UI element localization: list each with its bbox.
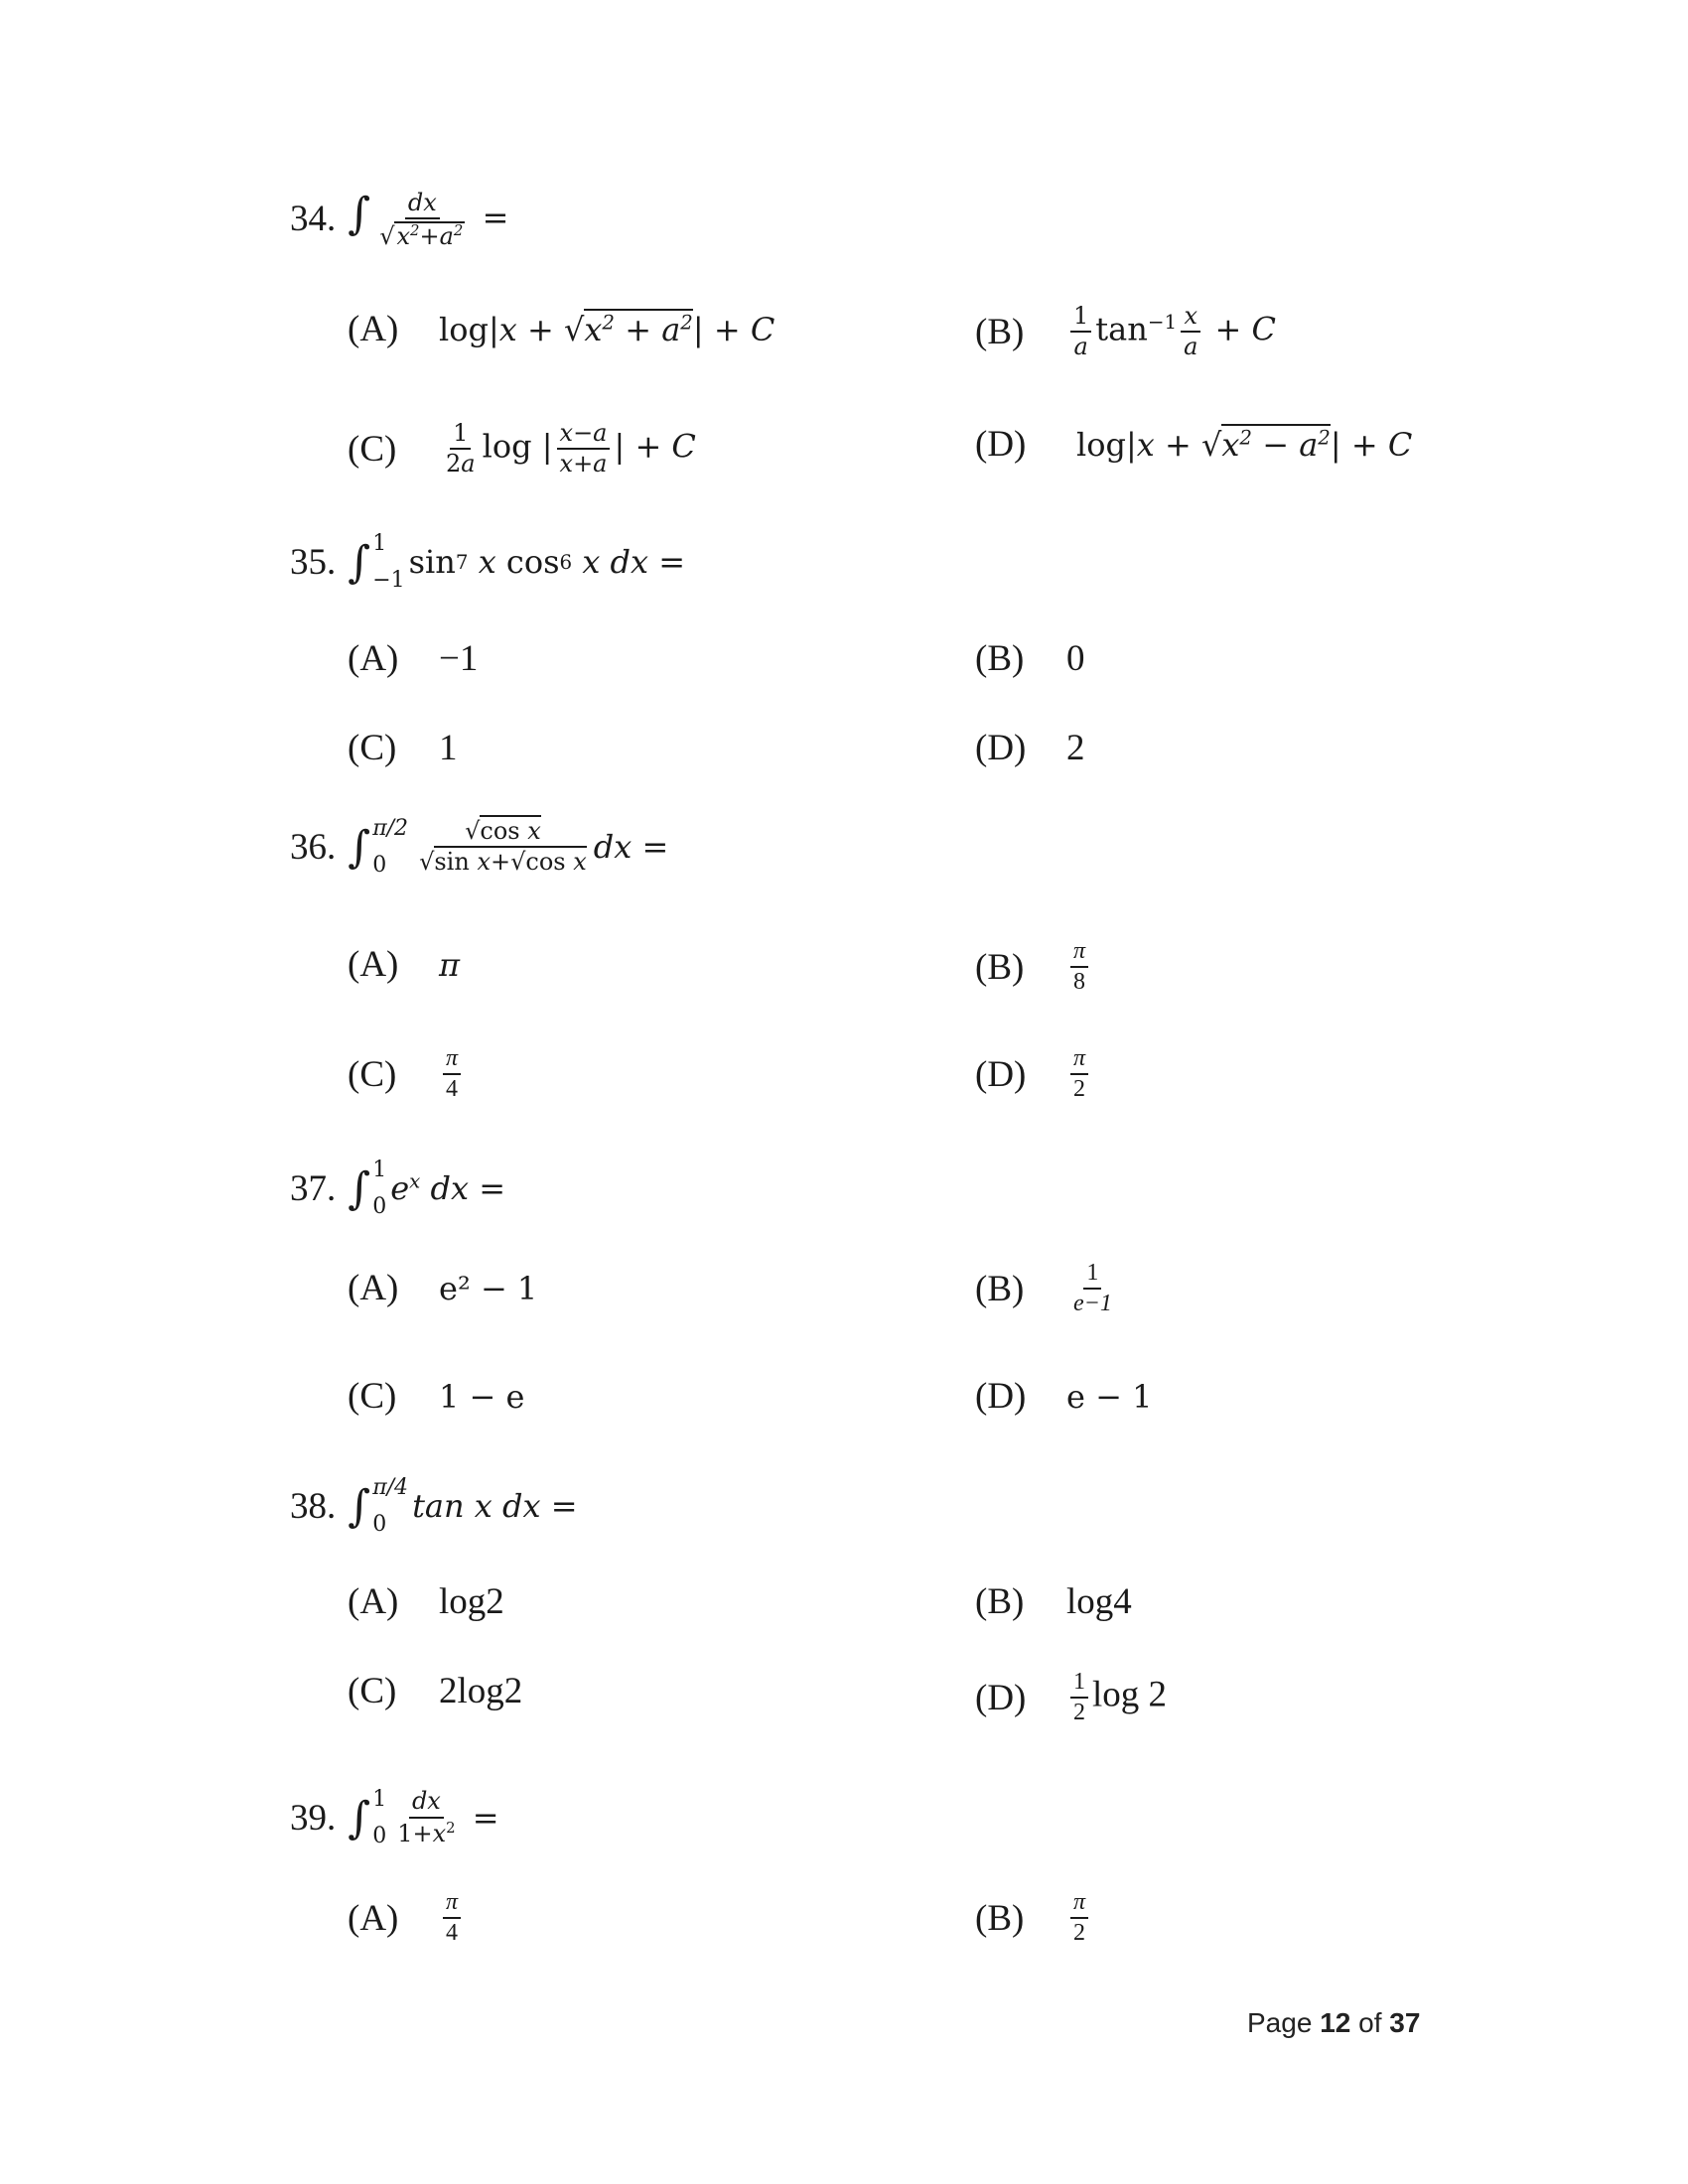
- option-label: (B): [975, 946, 1025, 988]
- current-page-number: 12: [1320, 2007, 1351, 2038]
- option-36-c-fraction: $\frac{\pi}{4}$: [443, 1046, 461, 1102]
- option-37-d[interactable]: [975, 1375, 1152, 1418]
- option-34-b[interactable]: [975, 304, 1276, 359]
- option-37-b-fraction: $\frac{1}{e-1}$: [1073, 1260, 1112, 1317]
- option-36-b[interactable]: [975, 939, 1092, 995]
- question-number: 38.: [290, 1485, 337, 1527]
- option-34-c[interactable]: [348, 421, 696, 477]
- option-37-d-value: e − 1: [1066, 1377, 1153, 1416]
- option-38-d[interactable]: [975, 1670, 1167, 1725]
- option-38-a[interactable]: [348, 1580, 504, 1623]
- option-37-a[interactable]: [348, 1267, 537, 1309]
- option-35-c-value: 1: [439, 728, 458, 768]
- option-35-d[interactable]: [975, 727, 1085, 769]
- option-38-b-value: log4: [1066, 1581, 1132, 1622]
- option-39-b-fraction: $\frac{\pi}{2}$: [1070, 1890, 1088, 1946]
- option-label: (B): [975, 1268, 1025, 1309]
- option-label: (C): [348, 728, 397, 768]
- option-label: (B): [975, 311, 1025, 352]
- question-36: [290, 816, 668, 878]
- question-37: [290, 1158, 505, 1219]
- option-36-a[interactable]: [348, 943, 460, 986]
- question-37-expression: ∫ 1 0 $e^x$ dx =: [348, 1158, 505, 1219]
- question-number: 34.: [290, 199, 337, 240]
- option-34-a-expression: $\log|x + √x^2 + a^2| + C$: [439, 310, 775, 348]
- option-36-c[interactable]: [348, 1046, 465, 1102]
- option-label: (B): [975, 1581, 1025, 1622]
- question-39: [290, 1787, 499, 1848]
- option-36-d[interactable]: [975, 1046, 1092, 1102]
- option-34-a[interactable]: [348, 308, 774, 350]
- question-38: [290, 1475, 578, 1537]
- option-label: (C): [348, 428, 397, 470]
- option-label: (A): [348, 1268, 399, 1308]
- page-footer: [1247, 2007, 1420, 2039]
- question-number: 36.: [290, 826, 337, 868]
- question-36-expression: ∫ π/2 0 $\frac{\text{√cos x}}{\text{√sin x+√cos x}}$ dx =: [348, 816, 669, 878]
- option-35-c[interactable]: [348, 727, 458, 769]
- option-38-c[interactable]: [348, 1670, 522, 1712]
- option-39-a[interactable]: [348, 1890, 465, 1946]
- option-38-d-expression: $\frac{1}{2}$ log 2: [1066, 1670, 1167, 1725]
- question-35: [290, 531, 685, 593]
- option-label: (B): [975, 638, 1025, 679]
- option-label: (A): [348, 1897, 399, 1939]
- option-label: (C): [348, 1053, 397, 1095]
- option-label: (A): [348, 309, 399, 349]
- option-35-b-value: 0: [1066, 638, 1085, 679]
- option-35-b[interactable]: [975, 637, 1085, 680]
- option-34-d-expression: $\log|x + √x^2 - a^2| + C$: [1076, 425, 1413, 464]
- option-36-b-fraction: $\frac{\pi}{8}$: [1070, 939, 1088, 995]
- question-34: [290, 189, 508, 249]
- option-39-a-fraction: $\frac{\pi}{4}$: [443, 1890, 461, 1946]
- option-35-d-value: 2: [1066, 728, 1085, 768]
- option-label: (D): [975, 424, 1027, 465]
- question-38-expression: ∫ π/4 0 tan x dx =: [348, 1475, 578, 1537]
- option-label: (D): [975, 728, 1027, 768]
- option-label: (D): [975, 1376, 1027, 1417]
- option-37-b[interactable]: [975, 1261, 1119, 1316]
- option-label: (D): [975, 1053, 1027, 1095]
- option-38-b[interactable]: [975, 1580, 1132, 1623]
- option-label: (A): [348, 638, 399, 679]
- option-34-b-expression: $\frac{1}{a}$ $\tan^{-1}$ $\frac{x}{a}$ + C: [1066, 304, 1276, 359]
- option-label: (A): [348, 1581, 399, 1622]
- option-36-d-fraction: $\frac{\pi}{2}$: [1070, 1046, 1088, 1102]
- footer-prefix: Page: [1247, 2007, 1313, 2038]
- option-34-d[interactable]: [975, 423, 1412, 466]
- option-label: (C): [348, 1376, 397, 1417]
- option-38-a-value: log2: [439, 1581, 504, 1622]
- option-label: (C): [348, 1671, 397, 1711]
- question-34-expression: ∫ dx √ $x^2+a^2$ =: [348, 188, 509, 250]
- question-number: 37.: [290, 1167, 337, 1209]
- option-37-a-value: e² − 1: [439, 1269, 538, 1307]
- question-39-expression: ∫ 1 0 $\frac{dx}{1+x^2}$ =: [348, 1787, 499, 1848]
- option-35-a[interactable]: [348, 637, 478, 680]
- option-label: (D): [975, 1677, 1027, 1718]
- option-38-c-value: 2log2: [439, 1671, 523, 1711]
- question-35-expression: ∫ 1 −1 sin 7 x cos 6 x dx =: [348, 531, 686, 593]
- option-label: (A): [348, 944, 399, 985]
- total-pages: 37: [1389, 2007, 1421, 2038]
- option-35-a-value: −1: [439, 638, 479, 679]
- option-37-c-value: 1 − e: [439, 1377, 525, 1416]
- option-36-a-value: π: [439, 945, 461, 984]
- footer-of: of: [1358, 2007, 1382, 2038]
- option-39-b[interactable]: [975, 1890, 1092, 1946]
- option-34-c-expression: $\frac{1}{2a}$ log | $\frac{x-a}{x+a}$ | + C: [446, 419, 696, 478]
- option-label: (B): [975, 1897, 1025, 1939]
- question-number: 35.: [290, 541, 337, 583]
- option-37-c[interactable]: [348, 1375, 524, 1418]
- question-number: 39.: [290, 1797, 337, 1839]
